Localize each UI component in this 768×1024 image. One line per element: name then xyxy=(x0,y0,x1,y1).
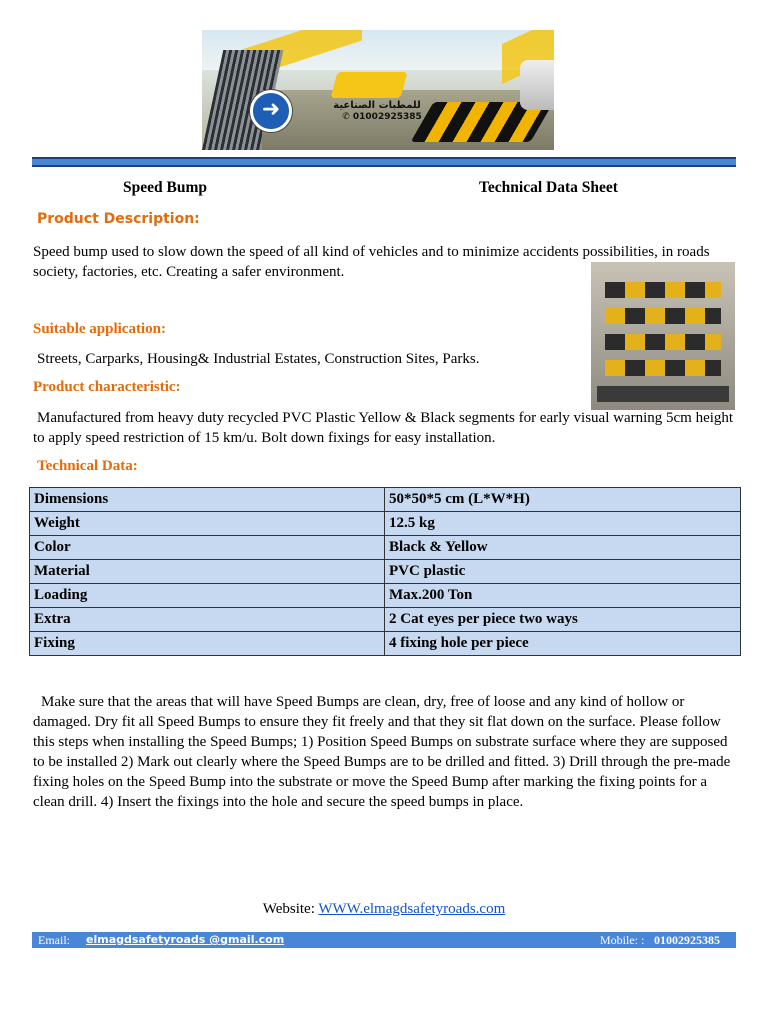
product-photo xyxy=(591,262,735,410)
table-label: Extra xyxy=(30,608,385,632)
table-row xyxy=(30,512,741,536)
table-label: Weight xyxy=(30,512,385,536)
website-link[interactable]: WWW.elmagdsafetyroads.com xyxy=(318,901,506,917)
email-link[interactable]: elmagdsafetyroads @gmail.com xyxy=(86,933,285,946)
logo-icon xyxy=(331,72,408,98)
mobile-number: 01002925385 xyxy=(654,933,720,947)
table-row xyxy=(30,560,741,584)
technical-heading: Technical Data: xyxy=(37,458,138,474)
table-value: Max.200 Ton xyxy=(385,584,741,608)
table-row xyxy=(30,608,741,632)
document-title: Technical Data Sheet xyxy=(479,179,618,196)
characteristic-text: Manufactured from heavy duty recycled PVC Plastic Yellow & Black segments for early visual warning 5cm height to apply speed restriction of 15 km/u. Bolt down fixings for easy installation. xyxy=(33,410,734,446)
table-label: Color xyxy=(30,536,385,560)
table-value: 12.5 kg xyxy=(385,512,741,536)
email-label: Email: xyxy=(38,933,70,947)
installation-instructions: Make sure that the areas that will have Speed Bumps are clean, dry, free of loose and any kind of hollow or damaged. Dry fit all Speed Bumps to ensure they fit freely and that they sit flat down on the surface. Please follow this steps when installing the Speed Bumps; 1) Position Speed Bumps on substrate surface where they are supposed to be installed 2) Mark out clearly where the Speed Bumps are to be drilled and fitted. 3) Drill through the pre-made fixing holes on the Speed Bump into the substrate or move the Speed Bump after marking the fixing points for a clean drill. 4) Insert the fixings into the hole and secure the speed bumps in place. xyxy=(33,694,731,810)
application-text: Streets, Carparks, Housing& Industrial Estates, Construction Sites, Parks. xyxy=(37,351,480,367)
table-value: 50*50*5 cm (L*W*H) xyxy=(385,488,741,512)
table-row xyxy=(30,536,741,560)
logo-arabic-text: للمطبات الصناعية xyxy=(333,100,421,111)
table-value: 4 fixing hole per piece xyxy=(385,632,741,656)
banner-image xyxy=(202,30,554,150)
characteristic-heading: Product characteristic: xyxy=(33,379,181,395)
table-label: Fixing xyxy=(30,632,385,656)
footer-bar xyxy=(32,932,736,948)
table-label: Material xyxy=(30,560,385,584)
header-divider xyxy=(32,157,736,167)
table-row xyxy=(30,632,741,656)
table-value: Black & Yellow xyxy=(385,536,741,560)
table-label: Loading xyxy=(30,584,385,608)
table-label: Dimensions xyxy=(30,488,385,512)
mobile-label: Mobile: : xyxy=(600,933,645,947)
technical-data-table xyxy=(29,487,741,656)
application-heading: Suitable application: xyxy=(33,321,166,337)
banner-car xyxy=(520,60,554,110)
arrow-right-icon: ➜ xyxy=(250,90,292,132)
table-row xyxy=(30,488,741,512)
website-label: Website: xyxy=(262,901,315,917)
table-value: PVC plastic xyxy=(385,560,741,584)
description-heading: Product Description: xyxy=(37,211,200,227)
table-row xyxy=(30,584,741,608)
description-text: Speed bump used to slow down the speed of all kind of vehicles and to minimize accidents possibilities, in roads society, factories, etc. Creating a safer environment. xyxy=(33,244,710,280)
table-value: 2 Cat eyes per piece two ways xyxy=(385,608,741,632)
logo-phone-text: ✆ 01002925385 xyxy=(342,112,422,122)
website-line xyxy=(0,901,768,918)
product-title: Speed Bump xyxy=(123,179,207,196)
